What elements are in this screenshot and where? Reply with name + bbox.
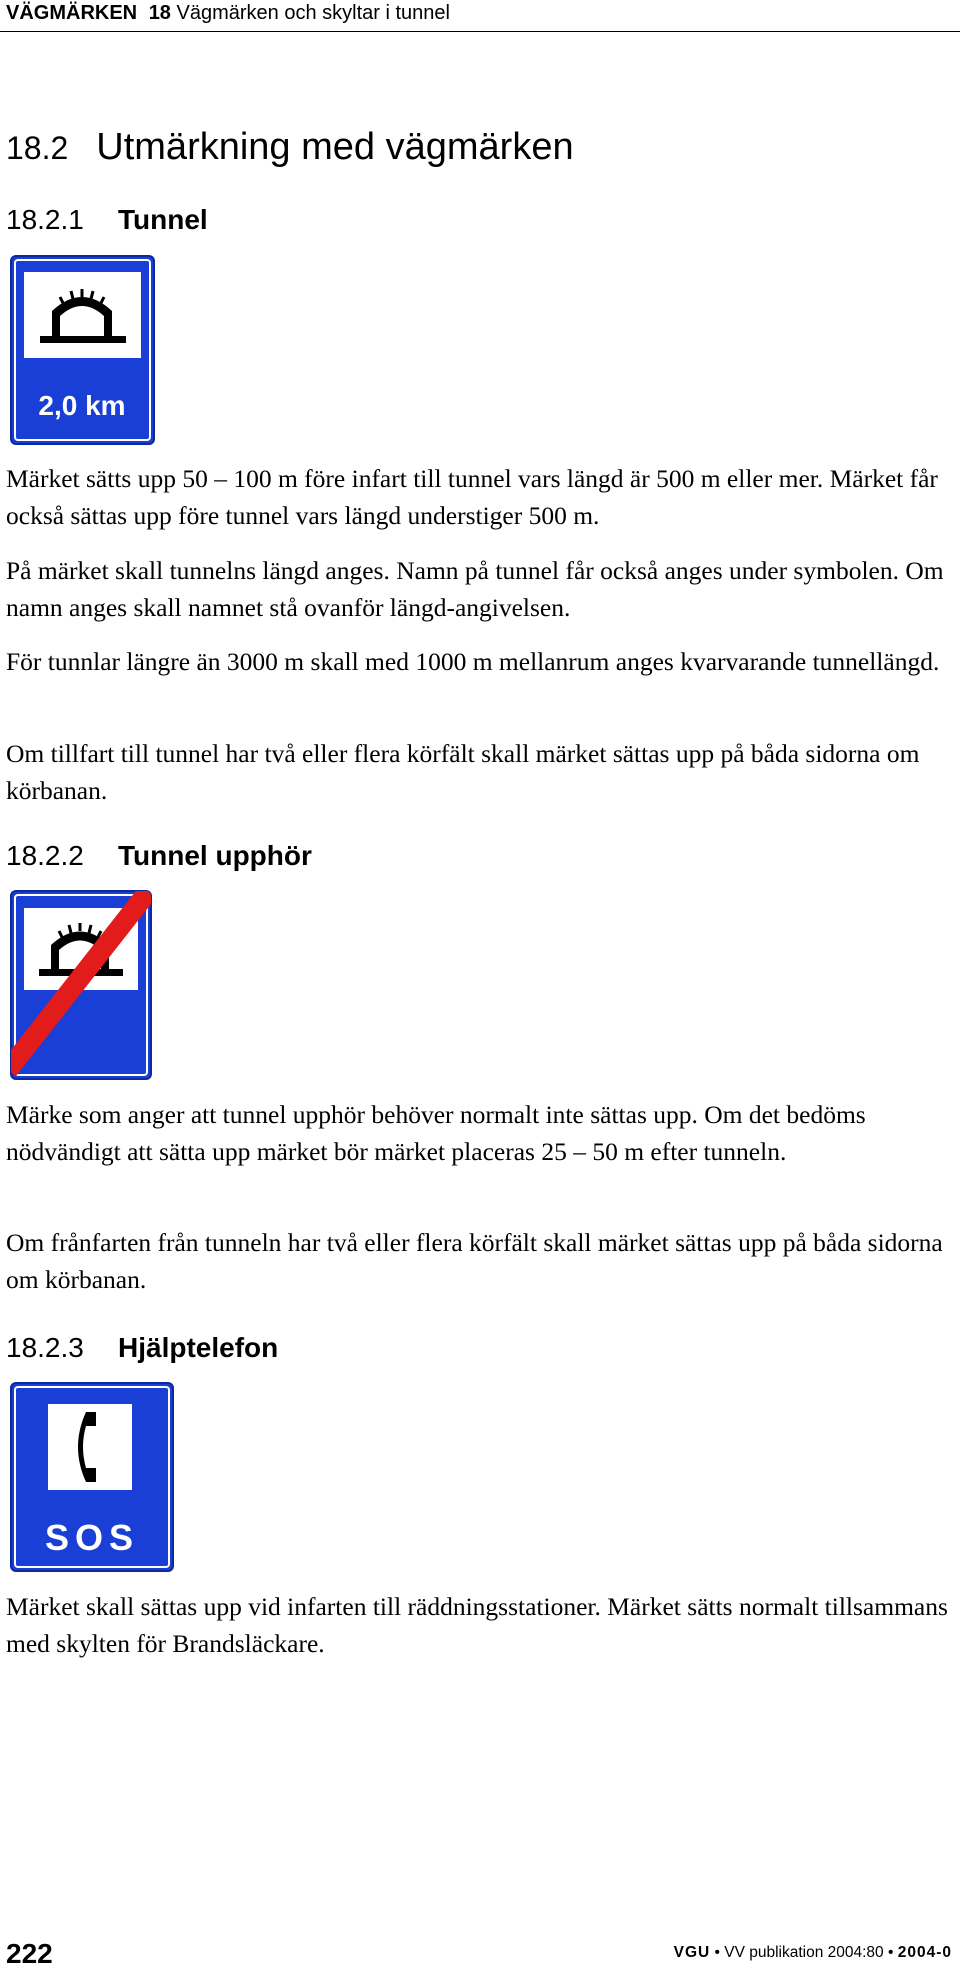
- edition-label: 2004-0: [897, 1944, 952, 1961]
- series-label: VGU: [673, 1944, 711, 1961]
- tunnel-sign-icon: [10, 255, 155, 445]
- paragraph: På märket skall tunnelns längd anges. Namn på tunnel får också anges under symbolen. Om namn anges skall namnet stå ovanför längd-angivelsen.: [6, 556, 944, 622]
- subsection-title: Tunnel upphör: [118, 840, 312, 871]
- paragraph: För tunnlar längre än 3000 m skall med 1000 m mellanrum anges kvarvarande tunnellängd.: [6, 647, 940, 676]
- subsection-title: Hjälptelefon: [118, 1332, 279, 1363]
- paragraph: Om tillfart till tunnel har två eller flera körfält skall märket sättas upp på båda sidorna om körbanan.: [6, 739, 920, 805]
- paragraph: Om frånfarten från tunneln har två eller flera körfält skall märket sättas upp på båda sidorna om körbanan.: [6, 1228, 943, 1294]
- subsection-heading-tunnel: [6, 204, 208, 236]
- section-heading: [6, 126, 574, 169]
- subsection-heading-tunnel-end: [6, 840, 312, 872]
- tunnel-sign-length-label: 2,0 km: [38, 390, 126, 421]
- running-header: [6, 2, 450, 25]
- subsection-number: 18.2.2: [6, 840, 84, 871]
- paragraph: Märke som anger att tunnel upphör behöver normalt inte sättas upp. Om det bedöms nödvändigt att sätta upp märket bör märket placeras 25 – 50 m efter tunneln.: [6, 1100, 866, 1166]
- publication-label: VV publikation 2004:80: [724, 1944, 884, 1961]
- sos-label: SOS: [44, 1517, 140, 1558]
- subsection-title: Tunnel: [118, 204, 208, 235]
- emergency-telephone-sign-icon: [10, 1382, 174, 1572]
- publication-info: VGU • VV publikation 2004:80 • 2004-0: [673, 1944, 952, 1961]
- header-doc: VÄGMÄRKEN: [6, 2, 138, 24]
- subsection-number: 18.2.1: [6, 204, 84, 235]
- paragraph: Märket sätts upp 50 – 100 m före infart till tunnel vars längd är 500 m eller mer. Märket får också sättas upp före tunnel vars längd understiger 500 m.: [6, 464, 938, 530]
- section-title: Utmärkning med vägmärken: [96, 126, 574, 168]
- header-chapter-title: Vägmärken och skyltar i tunnel: [176, 2, 450, 24]
- subsection-heading-emergency-phone: [6, 1332, 278, 1364]
- subsection-number: 18.2.3: [6, 1332, 84, 1363]
- header-chapter-number: 18: [148, 2, 171, 24]
- section-number: 18.2: [6, 130, 69, 166]
- tunnel-end-sign-icon: [10, 890, 152, 1080]
- paragraph: Märket skall sättas upp vid infarten till räddningsstationer. Märket sätts normalt tillsammans med skylten för Brandsläckare.: [6, 1592, 948, 1658]
- page-number: 222: [6, 1938, 53, 1969]
- page-footer: [0, 1938, 960, 1968]
- header-divider: [0, 31, 960, 32]
